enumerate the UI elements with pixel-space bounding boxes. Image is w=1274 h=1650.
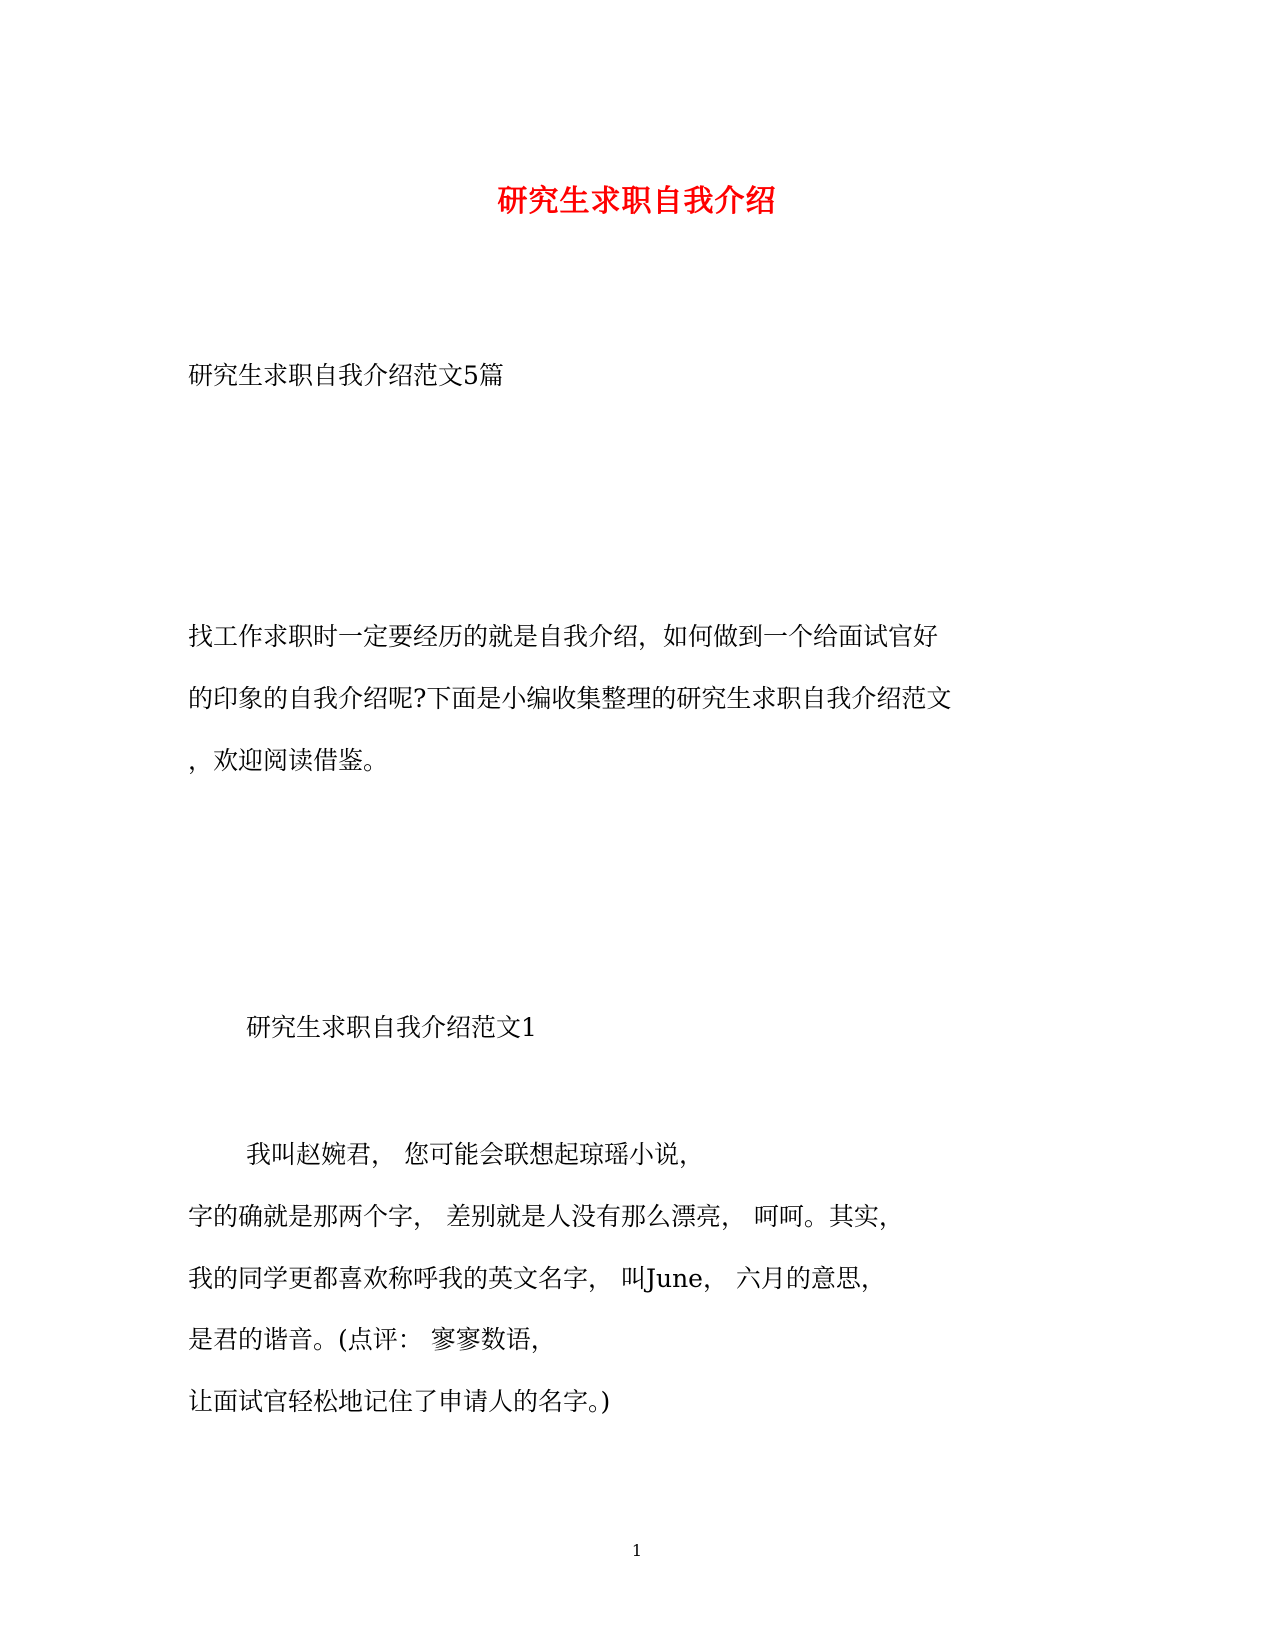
intro-line-1: 找工作求职时一定要经历的就是自我介绍，如何做到一个给面试官好 [188, 622, 939, 651]
page-number: 1 [631, 1541, 643, 1560]
section-heading: 研究生求职自我介绍范文1 [246, 1013, 537, 1042]
body-line-3: 我的同学更都喜欢称呼我的英文名字， 叫June， 六月的意思， [188, 1264, 886, 1293]
body-line-4: 是君的谐音。(点评： 寥寥数语， [188, 1325, 556, 1354]
intro-line-3: ，欢迎阅读借鉴。 [188, 746, 389, 775]
body-line-5: 让面试官轻松地记住了申请人的名字。) [188, 1387, 611, 1416]
document-subtitle: 研究生求职自我介绍范文5篇 [188, 361, 504, 390]
document-title: 研究生求职自我介绍 [497, 184, 777, 219]
intro-line-2: 的印象的自我介绍呢?下面是小编收集整理的研究生求职自我介绍范文 [188, 684, 952, 713]
body-line-1: 我叫赵婉君， 您可能会联想起琼瑶小说， [246, 1140, 704, 1169]
body-line-2: 字的确就是那两个字， 差别就是人没有那么漂亮， 呵呵。其实， [188, 1202, 904, 1231]
